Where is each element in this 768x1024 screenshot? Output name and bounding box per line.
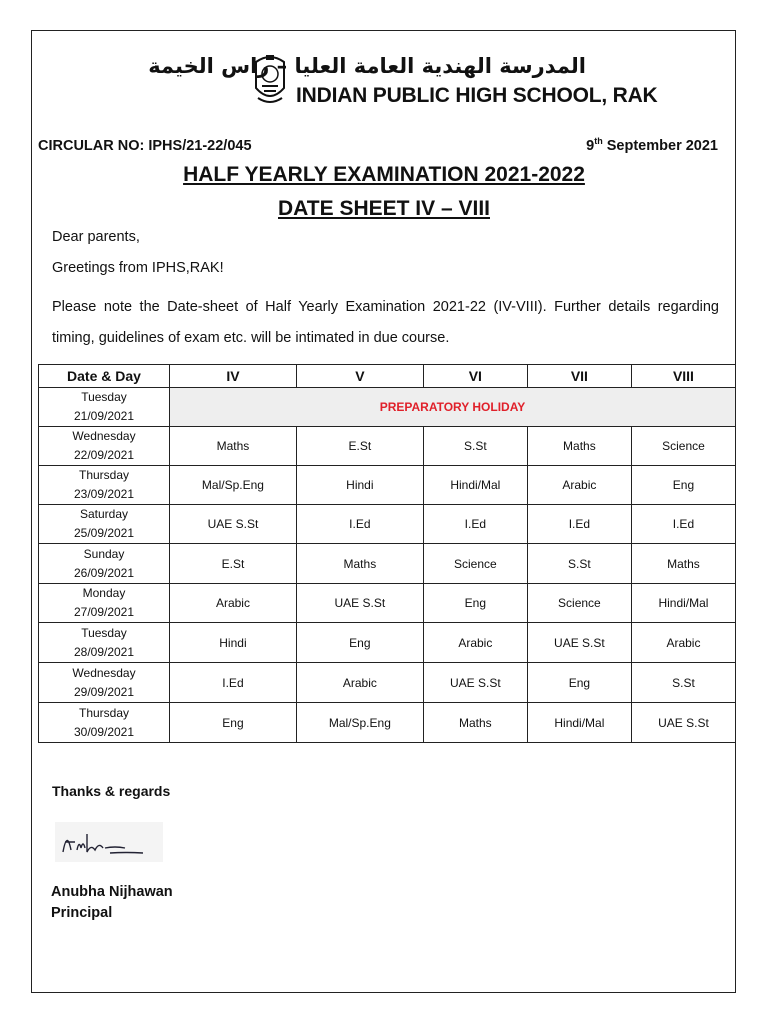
subject-cell: Arabic: [296, 663, 423, 703]
subject-cell: UAE S.St: [170, 505, 297, 544]
day-name: Wednesday: [72, 665, 136, 680]
day-name: Thursday: [78, 468, 130, 482]
subject-cell: UAE S.St: [527, 623, 631, 663]
subject-cell: Science: [423, 544, 527, 584]
header-grade-vi: VI: [423, 365, 527, 388]
subject-cell: Arabic: [527, 466, 631, 505]
day-date: 27/09/2021: [73, 605, 135, 619]
subject-cell: Maths: [527, 427, 631, 466]
day-date: 26/09/2021: [73, 565, 135, 580]
school-name-arabic: المدرسة الهندية العامة العليا – راس الخيمة: [148, 54, 586, 78]
subject-cell: UAE S.St: [423, 663, 527, 703]
signature-stroke: [55, 822, 163, 862]
subject-cell: Science: [527, 584, 631, 623]
subject-cell: S.St: [631, 663, 735, 703]
subject-cell: Hindi: [170, 623, 297, 663]
subject-cell: Eng: [296, 623, 423, 663]
subject-cell: I.Ed: [296, 505, 423, 544]
date-cell: [39, 544, 170, 584]
table-row: [39, 703, 736, 743]
note-paragraph: Please note the Date-sheet of Half Yearly Examination 2021-22 (IV-VIII). Further details regarding timing, guidelines of exam etc. will be intimated in due course.: [52, 299, 719, 346]
subject-cell: E.St: [296, 427, 423, 466]
subject-cell: Mal/Sp.Eng: [170, 466, 297, 505]
day-name: Sunday: [83, 546, 125, 561]
table-row: [39, 505, 736, 544]
day-date: 30/09/2021: [73, 724, 135, 739]
day-name: Thursday: [78, 705, 130, 720]
holiday-row: [39, 388, 736, 427]
subject-cell: S.St: [527, 544, 631, 584]
date-cell: [39, 466, 170, 505]
subject-cell: S.St: [423, 427, 527, 466]
subject-cell: E.St: [170, 544, 297, 584]
header-date-day: Date & Day: [39, 365, 170, 388]
subject-cell: Arabic: [423, 623, 527, 663]
subject-cell: UAE S.St: [296, 584, 423, 623]
date-sheet-table: [38, 364, 736, 743]
subject-cell: I.Ed: [527, 505, 631, 544]
header-grade-v: V: [296, 365, 423, 388]
date-cell: [39, 623, 170, 663]
subject-cell: Eng: [527, 663, 631, 703]
subject-cell: I.Ed: [170, 663, 297, 703]
header-grade-vii: VII: [527, 365, 631, 388]
subject-cell: Hindi/Mal: [423, 466, 527, 505]
subject-cell: Eng: [170, 703, 297, 743]
day-date: 28/09/2021: [73, 644, 135, 659]
day-date: 21/09/2021: [73, 409, 135, 423]
day-date: 29/09/2021: [73, 684, 135, 699]
day-name: Saturday: [79, 507, 129, 521]
day-name: Wednesday: [72, 429, 136, 443]
subject-cell: I.Ed: [631, 505, 735, 544]
date-day: 9: [586, 137, 595, 154]
datesheet-title: DATE SHEET IV – VIII: [278, 197, 490, 220]
header-grade-iv: IV: [170, 365, 297, 388]
subject-cell: UAE S.St: [631, 703, 735, 743]
subject-cell: Maths: [423, 703, 527, 743]
table-row: [39, 663, 736, 703]
exam-title: HALF YEARLY EXAMINATION 2021-2022: [183, 163, 585, 186]
date-rest: September 2021: [602, 137, 718, 154]
table-row: [39, 623, 736, 663]
signer-name: Anubha Nijhawan: [51, 884, 173, 900]
thanks-regards: Thanks & regards: [52, 783, 171, 799]
signature-image: [55, 822, 163, 862]
signer-role: Principal: [51, 905, 113, 921]
table-header-row: [39, 365, 736, 388]
salutation: Dear parents,: [52, 229, 140, 245]
subject-cell: Hindi: [296, 466, 423, 505]
header-grade-viii: VIII: [631, 365, 735, 388]
subject-cell: Hindi/Mal: [631, 584, 735, 623]
subject-cell: Maths: [170, 427, 297, 466]
circular-date: [586, 136, 718, 154]
subject-cell: Eng: [423, 584, 527, 623]
day-date: 22/09/2021: [73, 448, 135, 462]
date-suffix: th: [594, 136, 603, 146]
subject-cell: Maths: [631, 544, 735, 584]
day-name: Monday: [82, 586, 126, 600]
date-cell: [39, 388, 170, 427]
date-cell: [39, 505, 170, 544]
school-header: [148, 52, 658, 110]
greeting: Greetings from IPHS,RAK!: [52, 260, 224, 276]
subject-cell: Mal/Sp.Eng: [296, 703, 423, 743]
day-name: Tuesday: [81, 625, 127, 640]
date-cell: [39, 427, 170, 466]
date-cell: [39, 663, 170, 703]
date-cell: [39, 703, 170, 743]
holiday-label: PREPARATORY HOLIDAY: [170, 388, 736, 427]
subject-cell: Arabic: [170, 584, 297, 623]
subject-cell: Maths: [296, 544, 423, 584]
table-row: [39, 544, 736, 584]
table-row: [39, 427, 736, 466]
subject-cell: Science: [631, 427, 735, 466]
subject-cell: Arabic: [631, 623, 735, 663]
circular-number: CIRCULAR NO: IPHS/21-22/045: [38, 138, 252, 154]
subject-cell: Eng: [631, 466, 735, 505]
day-date: 25/09/2021: [73, 526, 135, 540]
subject-cell: I.Ed: [423, 505, 527, 544]
school-name-english: INDIAN PUBLIC HIGH SCHOOL, RAK: [296, 84, 658, 107]
subject-cell: Hindi/Mal: [527, 703, 631, 743]
day-name: Tuesday: [81, 390, 127, 404]
date-cell: [39, 584, 170, 623]
table-row: [39, 584, 736, 623]
day-date: 23/09/2021: [73, 487, 135, 501]
table-row: [39, 466, 736, 505]
